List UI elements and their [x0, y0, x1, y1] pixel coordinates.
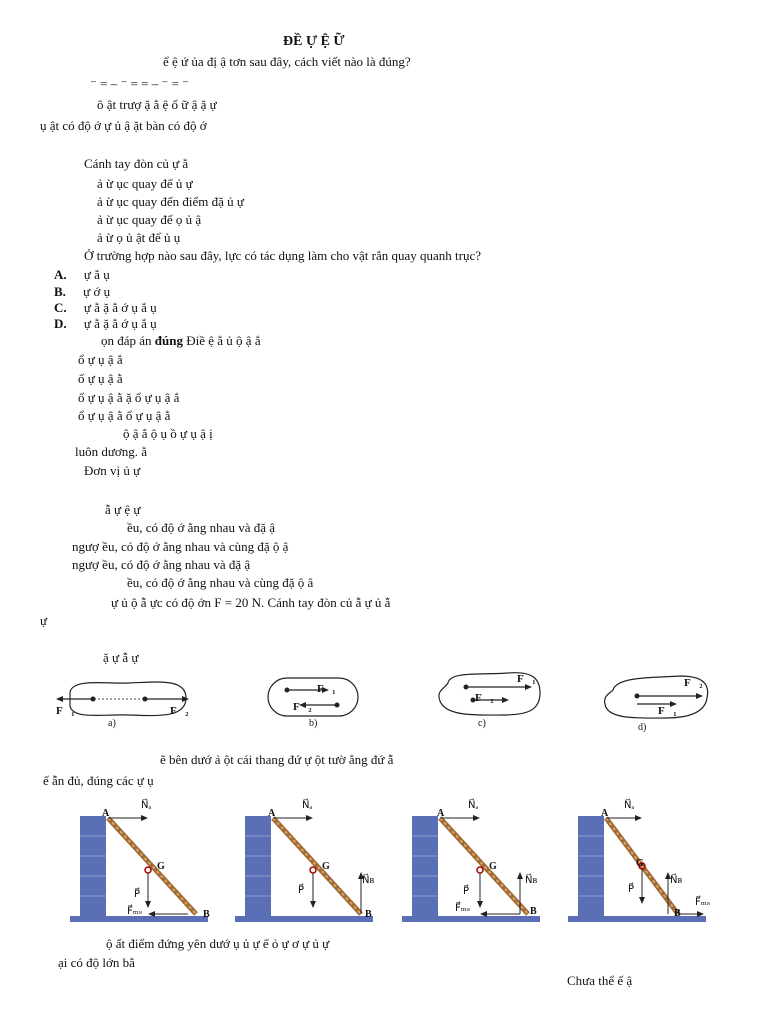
option-a: A. ự ắ ụ	[54, 267, 110, 282]
line-9: ả ừ ọ ủ ật để ủ ụ	[97, 230, 181, 245]
force-diagram-b	[265, 670, 365, 725]
line-22: Đơn vị ủ ự	[84, 463, 141, 478]
option-b: B. ự ớ ụ	[54, 284, 111, 299]
line-27: ều, có độ ớ ằng nhau và cùng đặ ộ â	[127, 575, 314, 590]
line-32: ế ẫn đủ, đúng các ự ụ	[43, 773, 154, 788]
option-key: C.	[54, 300, 67, 315]
label-f1-b: F⃗₁	[317, 683, 336, 695]
label-na-4: N⃗ₐ	[624, 800, 635, 811]
line-5: Cánh tay đòn củ ự ằ	[84, 156, 189, 171]
line-25: ngượ ều, có độ ớ ằng nhau và cùng đặ ộ ậ	[72, 539, 289, 554]
line-2: ⁻ = – ⁻ = = – ⁻ = ⁻	[90, 76, 190, 91]
caption-c: c)	[478, 718, 486, 729]
caption-d: d)	[638, 722, 647, 733]
line-28: ự ủ ộ ẫ ực có độ ớn F = 20 N. Cánh tay đòn củ ẫ ự ủ ẫ	[111, 595, 391, 610]
label-a-2: A	[268, 808, 276, 819]
label-f2-b: F⃗₂	[293, 701, 312, 713]
label-b-4: B	[674, 908, 681, 919]
label-na-2: N⃗ₐ	[302, 800, 313, 811]
label-nb-2: N⃗ʙ	[362, 875, 375, 886]
label-g-3: G	[489, 861, 497, 872]
label-f1-a: F⃗₁	[56, 705, 75, 717]
label-f2-d: F⃗₂	[684, 677, 703, 689]
line-6: ả ừ ục quay đế ủ ự	[97, 176, 193, 191]
label-na-3: N⃗ₐ	[468, 800, 479, 811]
caption-b: b)	[309, 718, 318, 729]
line-1: ể ệ ứ ủa đị ậ tơn sau đây, cách viết nào là đúng?	[163, 54, 411, 69]
label-b-2: B	[365, 909, 372, 920]
label-f2-c: F⃗₂	[475, 692, 494, 704]
label-g-4: G	[636, 858, 644, 869]
line-31: ẽ bên dướ ả ột cái thang đứ ự ột tườ ẳng đứ ẫ	[160, 752, 394, 767]
label-p-1: P⃗	[134, 889, 141, 900]
label-a-4: A	[601, 808, 609, 819]
label-p-4: P⃗	[628, 884, 635, 895]
label-fms-3: F⃗ₘₛ	[455, 903, 471, 914]
line-33: ộ ất điểm đứng yên dướ ụ ủ ự ế ỏ ự ơ ự ủ ự	[106, 936, 330, 951]
option-c: C. ự ằ ặ ằ ớ ụ ắ ụ	[54, 300, 157, 315]
line-16: ổ ự ụ ậ ắ	[78, 352, 123, 367]
label-fms-4: F⃗ₘₛ	[695, 897, 711, 908]
line-8: ả ừ ục quay đế ọ ủ ậ	[97, 212, 202, 227]
line-21: luôn dương. ằ	[75, 444, 148, 459]
option-key: B.	[54, 284, 66, 299]
label-f2-a: F⃗₂	[170, 705, 189, 717]
line-3: ô ật trượ ặ ằ ệ ố ữ ậ ặ ự	[97, 97, 217, 112]
option-d: D. ự ằ ặ ằ ớ ụ ắ ụ	[54, 316, 157, 331]
line-15: ọn đáp án đúng Điề ệ ằ ủ ộ ậ ắ	[101, 333, 261, 348]
label-g-2: G	[322, 861, 330, 872]
label-a-3: A	[437, 808, 445, 819]
line-10: Ở trường hợp nào sau đây, lực có tác dụng làm cho vật rắn quay quanh trục?	[84, 248, 482, 263]
line-20: ộ ậ ắ ộ ụ ồ ự ụ ậ ị	[123, 426, 213, 441]
label-b-1: B	[203, 909, 210, 920]
ladder-figure-2	[235, 796, 375, 926]
caption-a: a)	[108, 718, 116, 729]
label-p-3: P⃗	[463, 886, 470, 897]
line-30: ặ ự ẫ ự	[103, 650, 139, 665]
ladder-figure-3	[402, 796, 542, 926]
line-35: Chưa thể ế ậ	[567, 973, 633, 988]
page-title: ĐỀ Ự Ệ Ữ	[283, 34, 345, 49]
line-24: ều, có độ ớ ằng nhau và đặ ậ	[127, 520, 276, 535]
line-29: ự	[40, 613, 48, 628]
option-key: A.	[54, 267, 67, 282]
label-f1-c: F⃗₁	[517, 673, 536, 685]
label-na-1: N⃗ₐ	[141, 800, 152, 811]
label-fms-1: F⃗ₘₛ	[127, 906, 143, 917]
option-key: D.	[54, 316, 67, 331]
line-7: ả ừ ục quay đến điểm đặ ủ ự	[97, 194, 244, 209]
label-a-1: A	[102, 808, 110, 819]
label-b-3: B	[530, 906, 537, 917]
line-34: ại có độ lớn bằ	[58, 955, 135, 970]
line-26: ngượ ều, có độ ớ ằng nhau và đặ ậ	[72, 557, 251, 572]
label-nb-4: N⃗ʙ	[670, 875, 683, 886]
label-nb-3: N⃗ʙ	[525, 875, 538, 886]
line-19: ổ ự ụ ậ ằ ổ ự ụ ậ ằ	[78, 408, 171, 423]
label-g-1: G	[157, 861, 165, 872]
line-23: ẫ ự ệ ự	[105, 502, 141, 517]
line-18: ổ ự ụ ậ ằ ặ ổ ự ụ ậ ắ	[78, 390, 180, 405]
label-p-2: P⃗	[298, 885, 305, 896]
line-4: ụ ật có độ ớ ự ủ ậ ặt bàn có độ ớ	[40, 118, 207, 133]
line-17: ố ự ụ ậ ằ	[78, 371, 123, 386]
label-f1-d: F⃗₁	[658, 705, 677, 717]
